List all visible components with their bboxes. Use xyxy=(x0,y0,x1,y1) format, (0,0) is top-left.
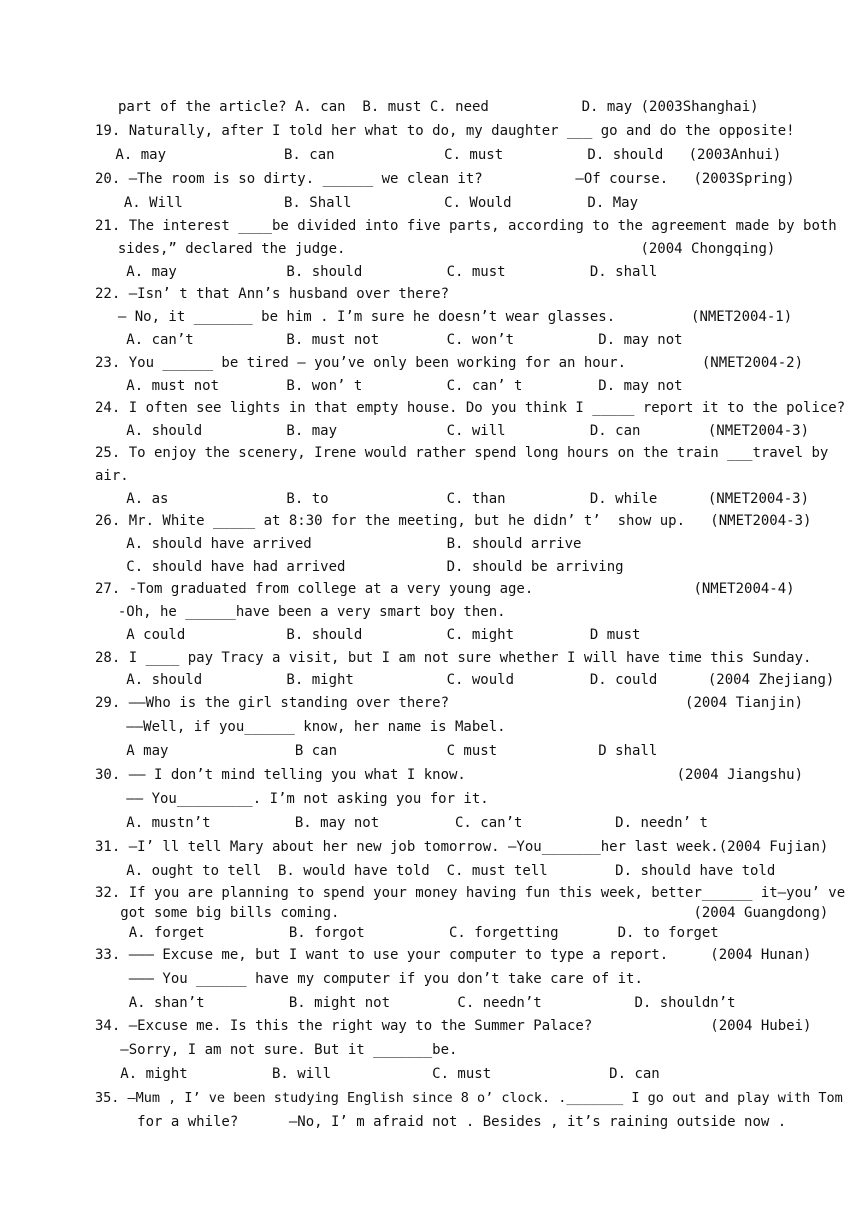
question-27-cont: -Oh, he ______have been a very smart boy then. xyxy=(101,604,506,620)
options-33: A. shan’t B. might not C. needn’t D. shouldn’t xyxy=(95,995,736,1011)
question-22-cont: — No, it _______ be him . I’m sure he doesn’t wear glasses. (NMET2004-1) xyxy=(101,309,793,325)
question-23: 23. You ______ be tired — you’ve only been working for an hour. (NMET2004-2) xyxy=(95,355,804,371)
options-28: A. should B. might C. would D. could (2004 Zhejiang) xyxy=(101,672,835,688)
question-20: 20. —The room is so dirty. ______ we clean it? —Of course. (2003Spring) xyxy=(95,171,795,187)
question-21-cont: sides,” declared the judge. (2004 Chongqing) xyxy=(101,241,776,257)
question-35: 35. —Mum , I’ ve been studying English since 8 o’ clock. ._______ I go out and play with Tom xyxy=(95,1090,843,1106)
question-27: 27. -Tom graduated from college at a very young age. (NMET2004-4) xyxy=(95,581,795,597)
options-29: A may B can C must D shall xyxy=(101,743,658,759)
question-32: 32. If you are planning to spend your money having fun this week, better______ it—you’ ve xyxy=(95,885,846,901)
question-24: 24. I often see lights in that empty house. Do you think I _____ report it to the police? xyxy=(95,400,846,416)
options-20: A. Will B. Shall C. Would D. May xyxy=(107,195,639,211)
question-34-cont: —Sorry, I am not sure. But it _______be. xyxy=(95,1042,458,1058)
question-29: 29. ——Who is the girl standing over there? (2004 Tianjin) xyxy=(95,695,804,711)
options-22: A. can’t B. must not C. won’t D. may not xyxy=(101,332,683,348)
options-26-b: C. should have had arrived D. should be arriving xyxy=(101,559,624,575)
options-30: A. mustn’t B. may not C. can’t D. needn’ t xyxy=(101,815,708,831)
options-21: A. may B. should C. must D. shall xyxy=(101,264,658,280)
question-19: 19. Naturally, after I told her what to do, my daughter ___ go and do the opposite! xyxy=(95,123,795,139)
question-30: 30. —— I don’t mind telling you what I know. (2004 Jiangshu) xyxy=(95,767,804,783)
question-30-cont: —— You_________. I’m not asking you for it. xyxy=(101,791,489,807)
options-32: A. forget B. forgot C. forgetting D. to forget xyxy=(95,925,719,941)
options-23: A. must not B. won’ t C. can’ t D. may not xyxy=(101,378,683,394)
question-33-cont: ——— You ______ have my computer if you don’t take care of it. xyxy=(95,971,643,987)
options-34: A. might B. will C. must D. can xyxy=(95,1066,660,1082)
options-31: A. ought to tell B. would have told C. must tell D. should have told xyxy=(101,863,776,879)
text-line: part of the article? A. can B. must C. need D. may (2003Shanghai) xyxy=(118,99,759,115)
question-29-cont: ——Well, if you______ know, her name is Mabel. xyxy=(101,719,506,735)
question-31: 31. —I’ ll tell Mary about her new job tomorrow. —You_______her last week.(2004 Fujian) xyxy=(95,839,829,855)
options-26-a: A. should have arrived B. should arrive xyxy=(101,536,582,552)
question-28: 28. I ____ pay Tracy a visit, but I am not sure whether I will have time this Sunday. xyxy=(95,650,812,666)
question-32-cont: got some big bills coming. (2004 Guangdong) xyxy=(95,905,829,921)
options-19: A. may B. can C. must D. should (2003Anhui) xyxy=(107,147,782,163)
options-25: A. as B. to C. than D. while (NMET2004-3) xyxy=(101,491,810,507)
question-22: 22. —Isn’ t that Ann’s husband over there? xyxy=(95,286,450,302)
question-21: 21. The interest ____be divided into five parts, according to the agreement made by both xyxy=(95,218,837,234)
question-25: 25. To enjoy the scenery, Irene would rather spend long hours on the train ___travel by xyxy=(95,445,829,461)
question-35-cont: for a while? —No, I’ m afraid not . Besides , it’s raining outside now . xyxy=(95,1114,787,1130)
question-26: 26. Mr. White _____ at 8:30 for the meeting, but he didn’ t’ show up. (NMET2004-3) xyxy=(95,513,812,529)
options-24: A. should B. may C. will D. can (NMET2004-3) xyxy=(101,423,810,439)
question-25-cont: air. xyxy=(95,468,129,484)
question-34: 34. —Excuse me. Is this the right way to the Summer Palace? (2004 Hubei) xyxy=(95,1018,812,1034)
question-33: 33. ——— Excuse me, but I want to use your computer to type a report. (2004 Hunan) xyxy=(95,947,812,963)
options-27: A could B. should C. might D must xyxy=(101,627,641,643)
